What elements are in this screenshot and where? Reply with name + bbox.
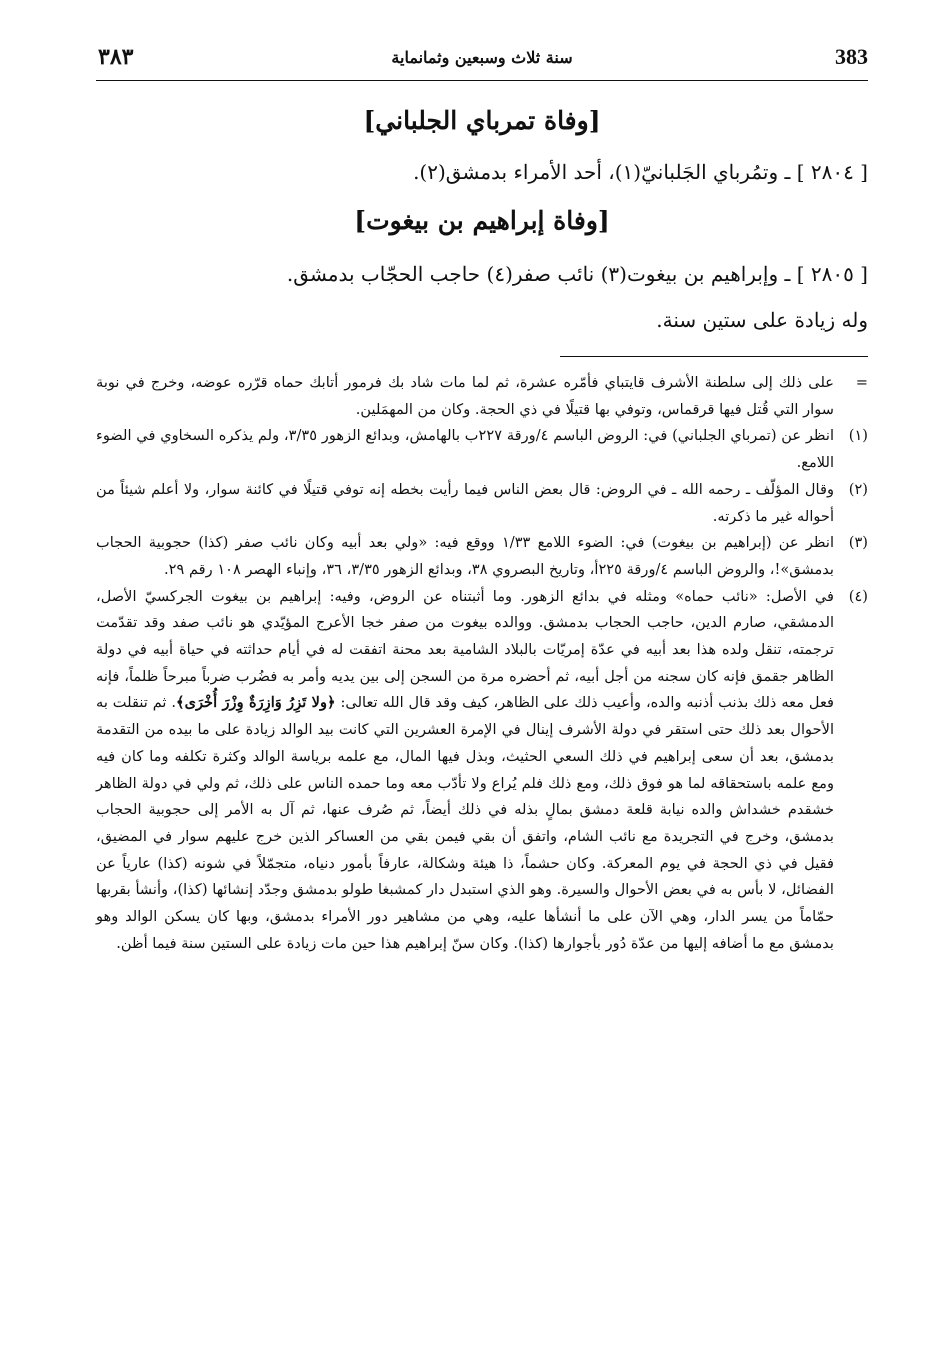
footnote-marker: = (855, 374, 868, 391)
page-number-arabic: ٣٨٣ (98, 44, 134, 70)
page-number-latin: 383 (835, 44, 868, 69)
entry-2804: [ ٢٨٠٤ ] ـ وتمُرباي الجَلبانيّ(١)، أحد الأمراء بدمشق(٢). (413, 160, 868, 184)
footnote-text: انظر عن (إبراهيم بن بيغوت) في: الضوء اللامع ١/٣٣ ووقع فيه: «ولي بعد أبيه وكان نائب صفر (كذا) حجوبية الحجاب بدمشق»!، والروض الباسم ٤/ورقة ٢٢٥أ، وتاريخ البصروي ٣٨، وبدائع الزهور ٣/٣٥، ٣٦، وإنباء الهصر ١٠٨ رقم ٢٩. (96, 534, 834, 578)
footnote-marker: (٤) (848, 587, 868, 605)
page-header (96, 42, 868, 81)
running-title: سنة ثلاث وسبعين وثمانماية (391, 48, 573, 67)
footnote-3 (96, 530, 868, 583)
footnote-2 (96, 477, 868, 530)
footnote-marker: (١) (848, 427, 868, 445)
entry-2805-continuation: وله زيادة على ستين سنة. (656, 308, 868, 332)
footnote-text-part: في الأصل: «نائب حماه» ومثله في بدائع الزهور. وما أثبتناه عن الروض، وفيه: إبراهيم بن بيغوت الجركسيّ الأصل، الدمشقي، صارم الدين، حاجب الحجاب بدمشق. ووالده بيغوت من صفر خجا الأعرج المؤيّدي هو نائب صفد وقد تقدّمت ترجمته، تنقل ولده هذا بعد أبيه في عدّة إمريّات بالبلاد الشامية بعد محنة اتفقت له في أيام حداثته في حياة أبيه في دولة الظاهر جقمق فإنه كان سجنه من أجل أبيه، ثم أحضره مرة من السجن إلى بين يديه وأمر به فضُرب ضرباً مبرحاً ظلماً، فإنه فعل معه ذلك بذنب أذنبه والده، وأعيب ذلك على الظاهر، كيف وقد قال الله تعالى: (96, 587, 834, 712)
section-heading-tamarbay: [وفاة تمرباي الجلباني] (363, 106, 601, 135)
footnote-4 (96, 584, 868, 958)
footnote-text (96, 584, 834, 958)
footnote-marker: (٢) (848, 480, 868, 498)
footnote-text: وقال المؤلّف ـ رحمه الله ـ في الروض: قال بعض الناس فيما رأيت بخطه إنه توفي قتيلًا في كائنة سوار، ولا أعلم شيئاً من أحواله غير ما ذكرته. (96, 480, 834, 525)
footnote-1 (96, 423, 868, 476)
footnote-text: انظر عن (تمرباي الجلباني) في: الروض الباسم ٤/ورقة ٢٢٧ب بالهامش، وبدائع الزهور ٣/٣٥، ولم يذكره السخاوي في الضوء اللامع. (96, 427, 834, 472)
entry-2805: [ ٢٨٠٥ ] ـ وإبراهيم بن بيغوت(٣) نائب صفر(٤) حاجب الحجّاب بدمشق. (286, 262, 868, 286)
quran-verse: ﴿ولا تَزِرُ وَازِرَةٌ وِزْرَ أُخْرَى﴾ (176, 694, 336, 712)
footnote-divider (560, 356, 868, 357)
footnote-continued (96, 370, 868, 423)
footnote-text: على ذلك إلى سلطنة الأشرف قايتباي فأمّره عشرة، ثم لما مات شاد بك فرمور أتابك حماه قرّره عوضه، وخرج في نوبة سوار التي قُتل فيها قرقماس، وتوفي بها قتيلًا في ذي الحجة. وكان من المهمَلين. (96, 374, 834, 418)
footnotes (96, 370, 868, 957)
footnote-marker: (٣) (848, 534, 868, 552)
footnote-text-part: . ثم تنقلت به الأحوال بعد ذلك حتى استقر في دولة الأشرف إينال في الإمرة العشرين التي كانت بيد الوالد زيادة على ما بيده من التقدمة بدمشق، بعد أن سعى إبراهيم في ذلك السعي الحثيث، وبذل فيها المال، مع علمه برياسة الوالد وكثرة تكلفه وما كان فيه ومع علمه باستحقاقه لما هو فوق ذلك، ومع ذلك فلم يُراع ولا تأدّب معه وما حمده الناس على ذلك، ثم ولي في دولة الظاهر خشقدم خشداش والده نيابة قلعة دمشق بمالٍ بذله في ذلك أيضاً، ثم صُرف عنها، ثم آل به الأمر إلى حجوبية الحجاب بدمشق، وخرج في التجريدة مع نائب الشام، واتفق أن بقي فيمن بقي من العساكر الذين خرج عليهم سوار في المضيق، فقيل في ذي الحجة في يوم المعركة. وكان حشماً، ذا هيئة وشكالة، عارفاً بأمور دنياه، متجمّلاً في شونه (كذا) عارياً عن الفضائل، لا بأس به في بعض الأحوال والسيرة. وهو الذي استبدل دار كمشبغا طولو بدمشق وجدّد إنشائها (كذا)، وأنشأ بقربها حمّاماً من يسر الدار، وهي الآن على ما أنشأها عليه، وهي من مشاهير دور الأمراء بدمشق، وبها كان يسكن الوالد وهو بدمشق مع ما أضافه إليها من عدّة دُور بأجوارها (كذا). وكان سنّ إبراهيم هذا حين مات زيادة على الستين سنة فيما أظن. (96, 694, 834, 952)
section-heading-ibrahim: [وفاة إبراهيم بن بيغوت] (354, 206, 610, 235)
